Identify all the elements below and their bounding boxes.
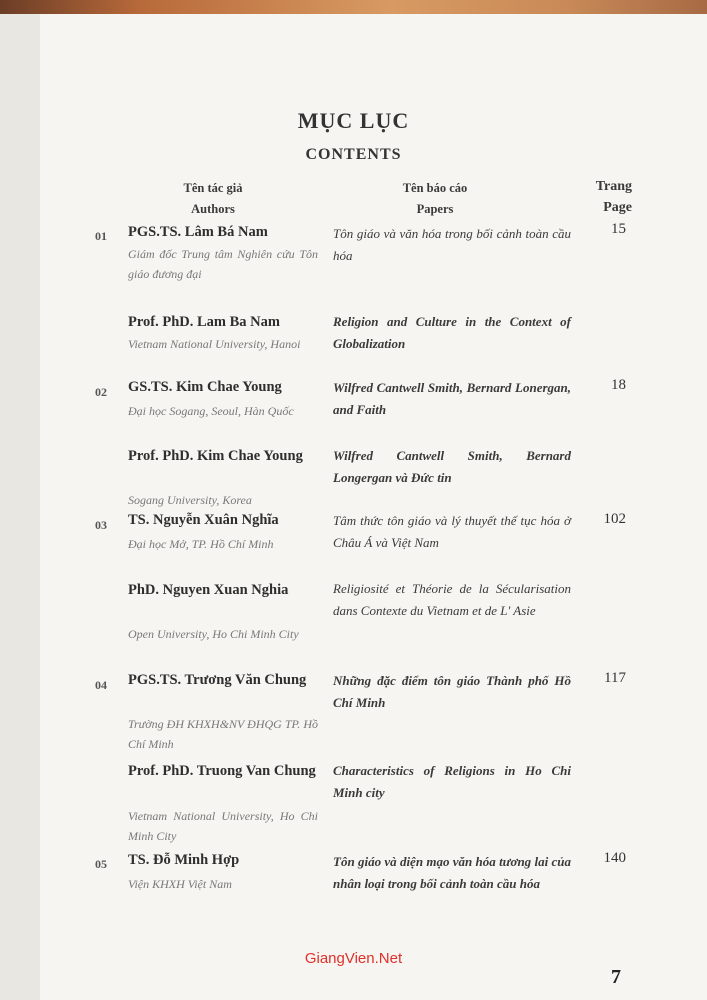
author-affiliation: Trường ĐH KHXH&NV ĐHQG TP. Hồ Chí Minh <box>128 717 318 751</box>
column-header-paper-vi: Tên báo cáo <box>402 181 468 195</box>
column-header-author <box>148 178 278 220</box>
entry-number: 04 <box>95 678 107 692</box>
page-number-ref: 117 <box>604 670 626 686</box>
column-header-paper-en: Papers <box>416 202 454 216</box>
author-affiliation: Đại học Mở, TP. Hồ Chí Minh <box>128 537 274 551</box>
column-header-page-vi: Trang <box>595 179 632 194</box>
author-name-en: Prof. PhD. Kim Chae Young <box>128 448 303 464</box>
author-affiliation: Viện KHXH Việt Nam <box>128 877 232 891</box>
page-number: 7 <box>611 966 621 988</box>
page-number-ref: 15 <box>611 221 626 237</box>
page-number-ref: 140 <box>603 850 626 866</box>
column-header-page-en: Page <box>603 200 632 215</box>
paper-title: Những đặc điểm tôn giáo Thành phố Hồ Chí Minh <box>333 673 571 710</box>
author-name-en: PhD. Nguyen Xuan Nghia <box>128 582 289 598</box>
paper-title-en: Religiosité et Théorie de la Sécularisation dans Contexte du Vietnam et de L' Asie <box>333 581 571 618</box>
paper-title-en: Wilfred Cantwell Smith, Bernard Longergan và Đức tin <box>333 448 571 485</box>
paper-title: Wilfred Cantwell Smith, Bernard Lonergan, and Faith <box>333 380 571 417</box>
column-header-author-vi: Tên tác giả <box>183 181 243 195</box>
paper-title-en: Characteristics of Religions in Ho Chi Minh city <box>333 763 571 800</box>
author-affiliation-en: Sogang University, Korea <box>128 493 252 507</box>
title-english: CONTENTS <box>305 146 402 163</box>
entry-number: 01 <box>95 229 107 243</box>
paper-title: Tôn giáo và văn hóa trong bối cảnh toàn cầu hóa <box>333 226 571 263</box>
author-affiliation-en: Vietnam National University, Hanoi <box>128 337 301 351</box>
entry-number: 02 <box>95 385 107 399</box>
top-edge <box>0 0 707 14</box>
page-number-ref: 18 <box>611 377 626 393</box>
author-affiliation-en: Vietnam National University, Ho Chi Minh City <box>128 809 318 843</box>
author-name-en: Prof. PhD. Lam Ba Nam <box>128 314 280 330</box>
author-name: PGS.TS. Trương Văn Chung <box>128 672 307 688</box>
watermark-text: GiangVien.Net <box>304 950 403 967</box>
title-vietnamese: MỤC LỤC <box>297 108 410 133</box>
entry-number: 05 <box>95 857 107 871</box>
column-header-paper <box>360 178 510 220</box>
page-number-ref: 102 <box>603 511 626 527</box>
paper-title: Tâm thức tôn giáo và lý thuyết thế tục hóa ở Châu Á và Việt Nam <box>333 513 571 550</box>
column-header-page <box>566 176 632 218</box>
author-affiliation: Giám đốc Trung tâm Nghiên cứu Tôn giáo đương đại <box>128 247 318 281</box>
author-name: PGS.TS. Lâm Bá Nam <box>128 224 268 240</box>
author-name-en: Prof. PhD. Truong Van Chung <box>128 763 316 779</box>
author-affiliation: Đại học Sogang, Seoul, Hàn Quốc <box>128 404 294 418</box>
author-name: TS. Đỗ Minh Hợp <box>128 852 240 868</box>
paper-title: Tôn giáo và diện mạo văn hóa tương lai của nhân loại trong bối cảnh toàn cầu hóa <box>333 854 571 891</box>
entry-number: 03 <box>95 518 107 532</box>
author-name: TS. Nguyễn Xuân Nghĩa <box>128 512 279 528</box>
author-name: GS.TS. Kim Chae Young <box>128 379 282 395</box>
author-affiliation-en: Open University, Ho Chi Minh City <box>128 627 299 641</box>
column-header-author-en: Authors <box>191 202 235 216</box>
paper-title-en: Religion and Culture in the Context of Globalization <box>333 314 571 351</box>
